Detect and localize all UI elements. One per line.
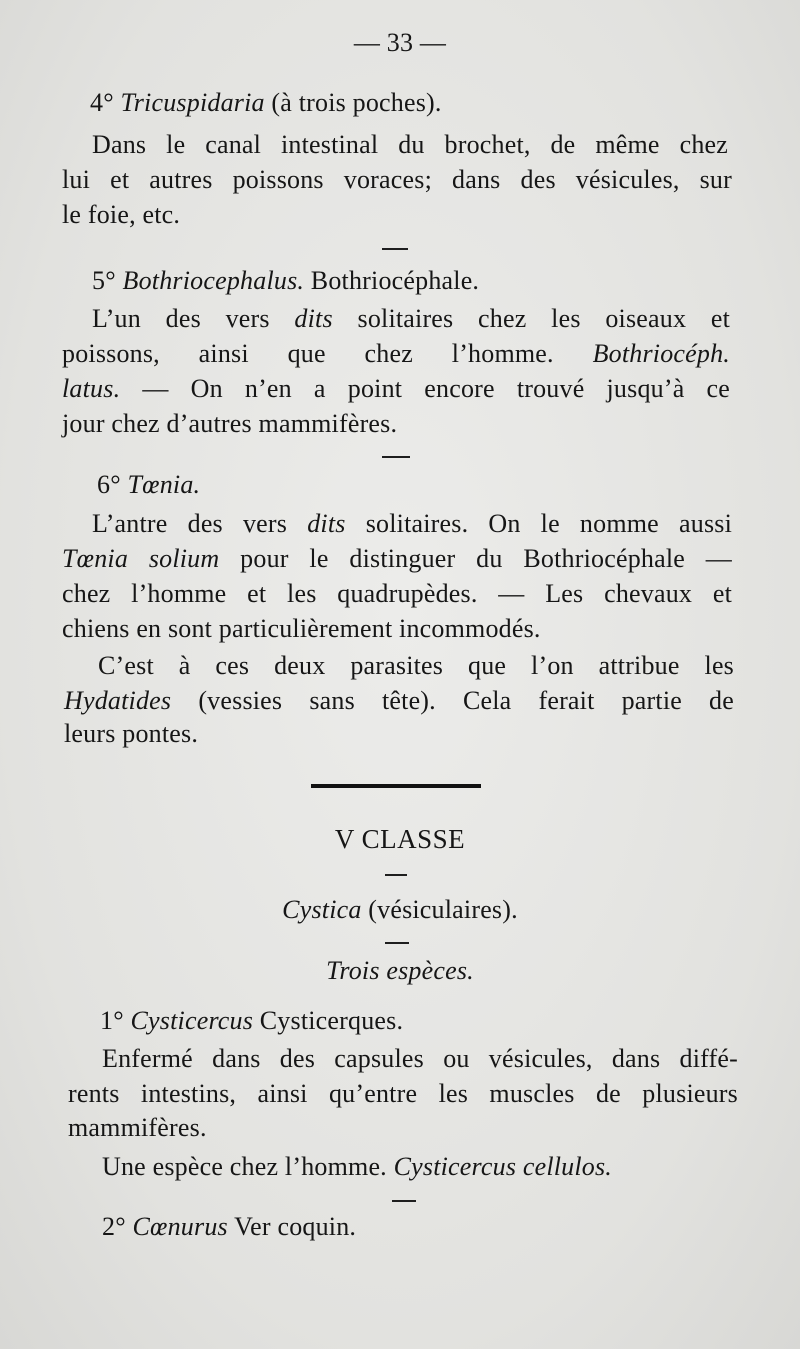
section-number: 2° [102,1212,126,1241]
species-1-heading [100,1004,403,1038]
paragraph-line: jour chez d’autres mammifères. [62,409,398,438]
heading-text: Bothriocéphale. [310,266,480,295]
paragraph-line [92,507,732,541]
paragraph-line: leurs pontes. [64,719,199,748]
italic-run: Cystica [282,895,362,924]
page-number: — 33 — [353,28,447,57]
genus-name: Cœnurus [132,1212,228,1241]
text-run: poissons, ainsi que chez l’homme. [62,339,554,368]
section-number: 6° [97,470,121,499]
separator-dash [382,248,408,250]
text-run: (vésiculaires). [368,895,518,924]
section-number: 1° [100,1006,124,1035]
paragraph-line [62,372,730,406]
class-subtitle [0,893,800,927]
italic-run: Cysticercus cellulos. [393,1152,613,1181]
paragraph-line: lui et autres poissons voraces; dans des vésicules, sur [62,165,732,194]
section-number: 5° [92,266,116,295]
paragraph-line: Dans le canal intestinal du brochet, de même chez [92,130,728,159]
italic-run: Tœnia solium [62,544,220,573]
paragraph-line [92,302,730,336]
text-run: Une espèce chez l’homme. [102,1152,387,1181]
italic-run: dits [307,509,346,538]
text-run: L’antre des vers [92,509,288,538]
paragraph-line: rents intestins, ainsi qu’entre les muscles de plusieurs [68,1079,738,1108]
paragraph-line [64,684,734,718]
section-5-heading [92,264,479,298]
separator-dash [385,942,409,944]
genus-name: Cysticercus [130,1006,254,1035]
paragraph-line: chiens en sont particulièrement incommodés. [62,614,541,643]
genus-name: Tricuspidaria [120,88,265,117]
paragraph-line [102,1150,612,1184]
separator-dash [392,1200,416,1202]
paragraph-line: mammifères. [68,1113,207,1142]
heading-text: Ver coquin. [234,1212,357,1241]
paragraph-line: Enfermé dans des capsules ou vésicules, dans diffé- [102,1044,738,1073]
species-2-heading [102,1210,356,1244]
paragraph-line: chez l’homme et les quadrupèdes. — Les chevaux et [62,579,732,608]
text-run: solitaires chez les oiseaux et [357,304,731,333]
species-heading [0,954,800,988]
italic-run: Hydatides [64,686,172,715]
heading-text: Cysticerques. [259,1006,404,1035]
separator-dash [385,874,407,876]
paragraph-line: le foie, etc. [62,200,181,229]
italic-run: latus. [62,374,121,403]
genus-name: Bothriocephalus. [122,266,305,295]
section-4-heading [90,86,442,120]
paragraph-line: C’est à ces deux parasites que l’on attribue les [98,651,734,680]
text-run: L’un des vers [92,304,270,333]
text-run: pour le distinguer du Bothriocéphale — [240,544,732,573]
text-run: solitaires. On le nomme aussi [365,509,733,538]
italic-run: Trois espèces. [326,956,474,985]
section-6-heading [97,468,200,502]
genus-name: Tœnia. [127,470,201,499]
section-number: 4° [90,88,114,117]
separator-dash [382,456,410,458]
italic-run: Bothriocéph. [592,339,730,368]
class-title: V CLASSE [334,824,466,854]
heading-text: (à trois poches). [271,88,442,117]
text-run: (vessies sans tête). Cela ferait partie de [198,686,734,715]
section-rule [311,784,481,788]
paragraph-line [62,337,730,371]
text-run: — On n’en a point encore trouvé jusqu’à ce [142,374,730,403]
italic-run: dits [294,304,333,333]
paragraph-line [62,542,732,576]
